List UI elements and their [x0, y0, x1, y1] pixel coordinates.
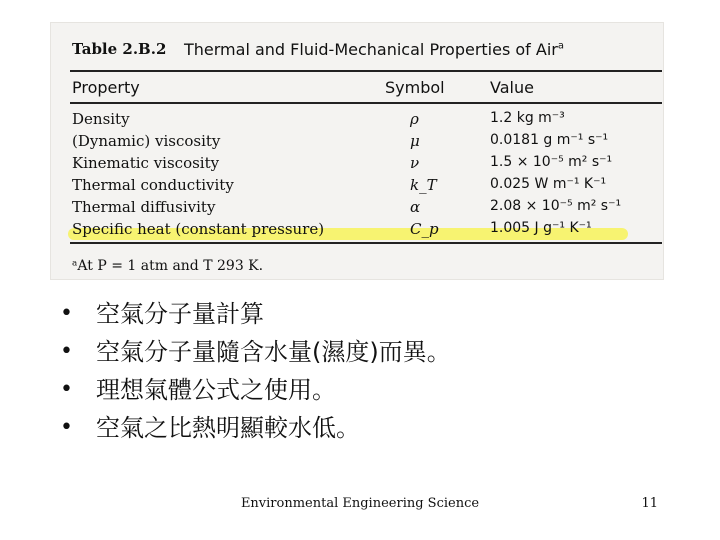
- bullet-item: • 空氣分子量隨含水量(濕度)而異。: [60, 334, 451, 372]
- table-header-rule: [70, 102, 662, 104]
- footer-text: Environmental Engineering Science: [240, 496, 480, 511]
- bullet-item: • 理想氣體公式之使用。: [60, 372, 451, 410]
- table-row: Thermal conductivity k_T 0.025 W m⁻¹ K⁻¹: [72, 176, 607, 194]
- table-row: Thermal diffusivity α 2.08 × 10⁻⁵ m² s⁻¹: [72, 198, 622, 216]
- table-title: Thermal and Fluid-Mechanical Properties of Air$^a$: [184, 40, 564, 59]
- bullet-list: [60, 296, 451, 448]
- table-row: Kinematic viscosity ν 1.5 × 10⁻⁵ m² s⁻¹: [72, 154, 613, 172]
- header-property: Property: [72, 78, 140, 97]
- table-row-highlighted: Specific heat (constant pressure) C_p 1.005 J g⁻¹ K⁻¹: [72, 220, 592, 238]
- page-number: 11: [641, 496, 658, 511]
- header-value: Value: [490, 78, 534, 97]
- table-scan-image: [50, 22, 664, 280]
- table-row: (Dynamic) viscosity μ 0.0181 g m⁻¹ s⁻¹: [72, 132, 609, 150]
- table-footnote: ᵃAt P = 1 atm and T 293 K.: [72, 258, 264, 274]
- header-symbol: Symbol: [385, 78, 445, 97]
- table-row: Density ρ 1.2 kg m⁻³: [72, 110, 565, 128]
- bullet-item: • 空氣之比熱明顯較水低。: [60, 410, 451, 448]
- bullet-item: • 空氣分子量計算: [60, 296, 451, 334]
- table-top-rule: [70, 70, 662, 72]
- table-bottom-rule: [70, 242, 662, 244]
- table-label: Table 2.B.2: [72, 40, 167, 58]
